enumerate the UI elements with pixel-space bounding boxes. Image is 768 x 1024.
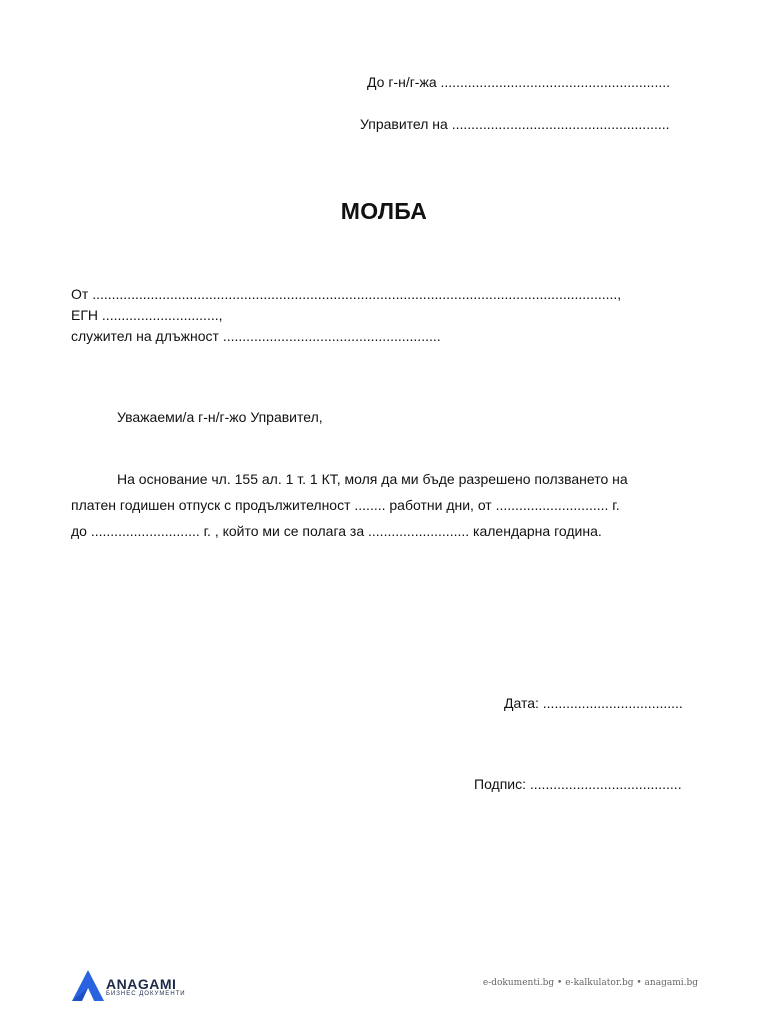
body-line-1: На основание чл. 155 ал. 1 т. 1 КТ, моля да ми бъде разрешено ползването на <box>117 471 628 487</box>
brand-tagline: БИЗНЕС ДОКУМЕНТИ <box>106 991 186 997</box>
body-line-2: платен годишен отпуск с продължителност ........ работни дни, от ............................. г. <box>71 497 620 513</box>
signature-line: Подпис: ....................................... <box>474 776 682 792</box>
applicant-position-line: служител на длъжност ........................................................ <box>71 328 441 344</box>
recipient-line: До г-н/г-жа ........................................................... <box>367 74 671 90</box>
document-title: МОЛБА <box>340 198 428 224</box>
manager-line: Управител на ........................................................ <box>360 116 670 132</box>
applicant-egn-line: ЕГН .............................., <box>71 307 223 323</box>
salutation: Уважаеми/а г-н/г-жо Управител, <box>117 409 323 425</box>
applicant-from-line: От ......................................................................................................................................., <box>71 286 622 302</box>
brand-name: ANAGAMI <box>106 976 177 992</box>
body-line-3: до ............................ г. , който ми се полага за .......................... календарна година. <box>71 523 602 539</box>
anagami-logo-icon <box>70 968 106 1004</box>
date-line: Дата: .................................... <box>504 695 683 711</box>
footer-links: e-dokumenti.bg • e-kalkulator.bg • anagami.bg <box>482 978 698 988</box>
